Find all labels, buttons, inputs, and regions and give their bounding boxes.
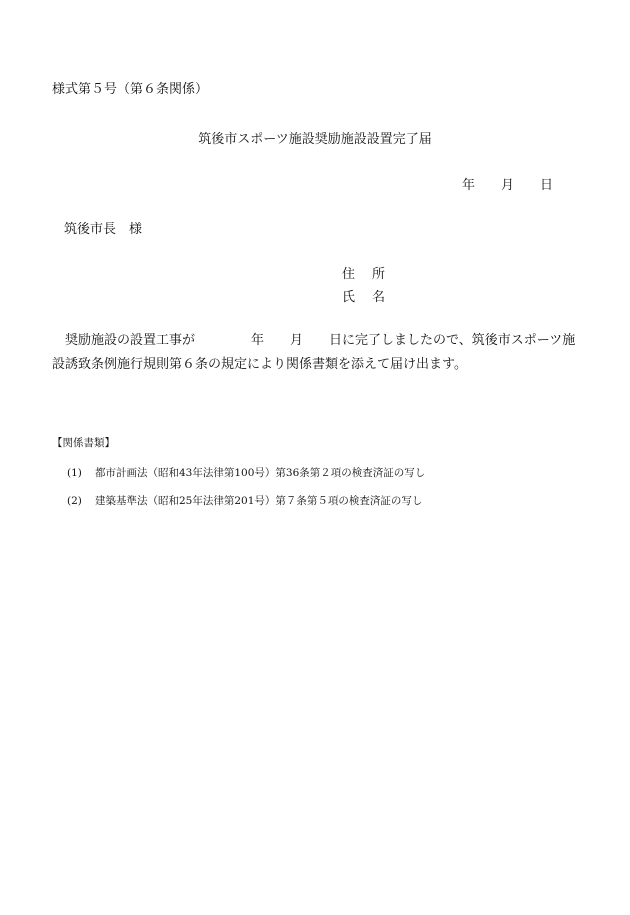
related-doc-text: 建築基準法（昭和25年法律第201号）第７条第５項の検査済証の写し: [95, 495, 423, 507]
name-label-char-2: 名: [372, 290, 386, 305]
recipient: 筑後市長 様: [64, 222, 143, 237]
related-docs-heading: 【関係書類】: [52, 437, 115, 449]
related-doc-item: [67, 466, 425, 480]
name-label: [342, 290, 385, 306]
body-month-label: 月: [290, 333, 304, 348]
body-text-part-2: 日に完了しましたので、筑後市スポーツ施: [329, 333, 576, 348]
address-label: [342, 267, 385, 283]
related-doc-number: (1): [67, 467, 82, 479]
related-doc-number: (2): [67, 495, 82, 507]
address-label-char-2: 所: [372, 267, 386, 282]
related-doc-text: 都市計画法（昭和43年法律第100号）第36条第２項の検査済証の写し: [95, 467, 426, 479]
body-paragraph-line-1: [52, 333, 575, 349]
form-number: 様式第５号（第６条関係）: [52, 82, 209, 97]
address-label-char-1: 住: [342, 267, 356, 282]
name-label-char-1: 氏: [342, 290, 356, 305]
related-doc-item: [67, 494, 422, 508]
body-paragraph-line-2: 設誘致条例施行規則第６条の規定により関係書類を添えて届け出ます。: [52, 357, 467, 372]
body-year-label: 年: [251, 333, 265, 348]
body-text-part-1: 奨励施設の設置工事が: [65, 333, 196, 348]
date-year-label: 年: [462, 178, 476, 193]
document-title: 筑後市スポーツ施設奨励施設設置完了届: [198, 132, 432, 147]
date-day-label: 日: [540, 178, 554, 193]
date-line: [0, 178, 630, 194]
date-month-label: 月: [501, 178, 515, 193]
